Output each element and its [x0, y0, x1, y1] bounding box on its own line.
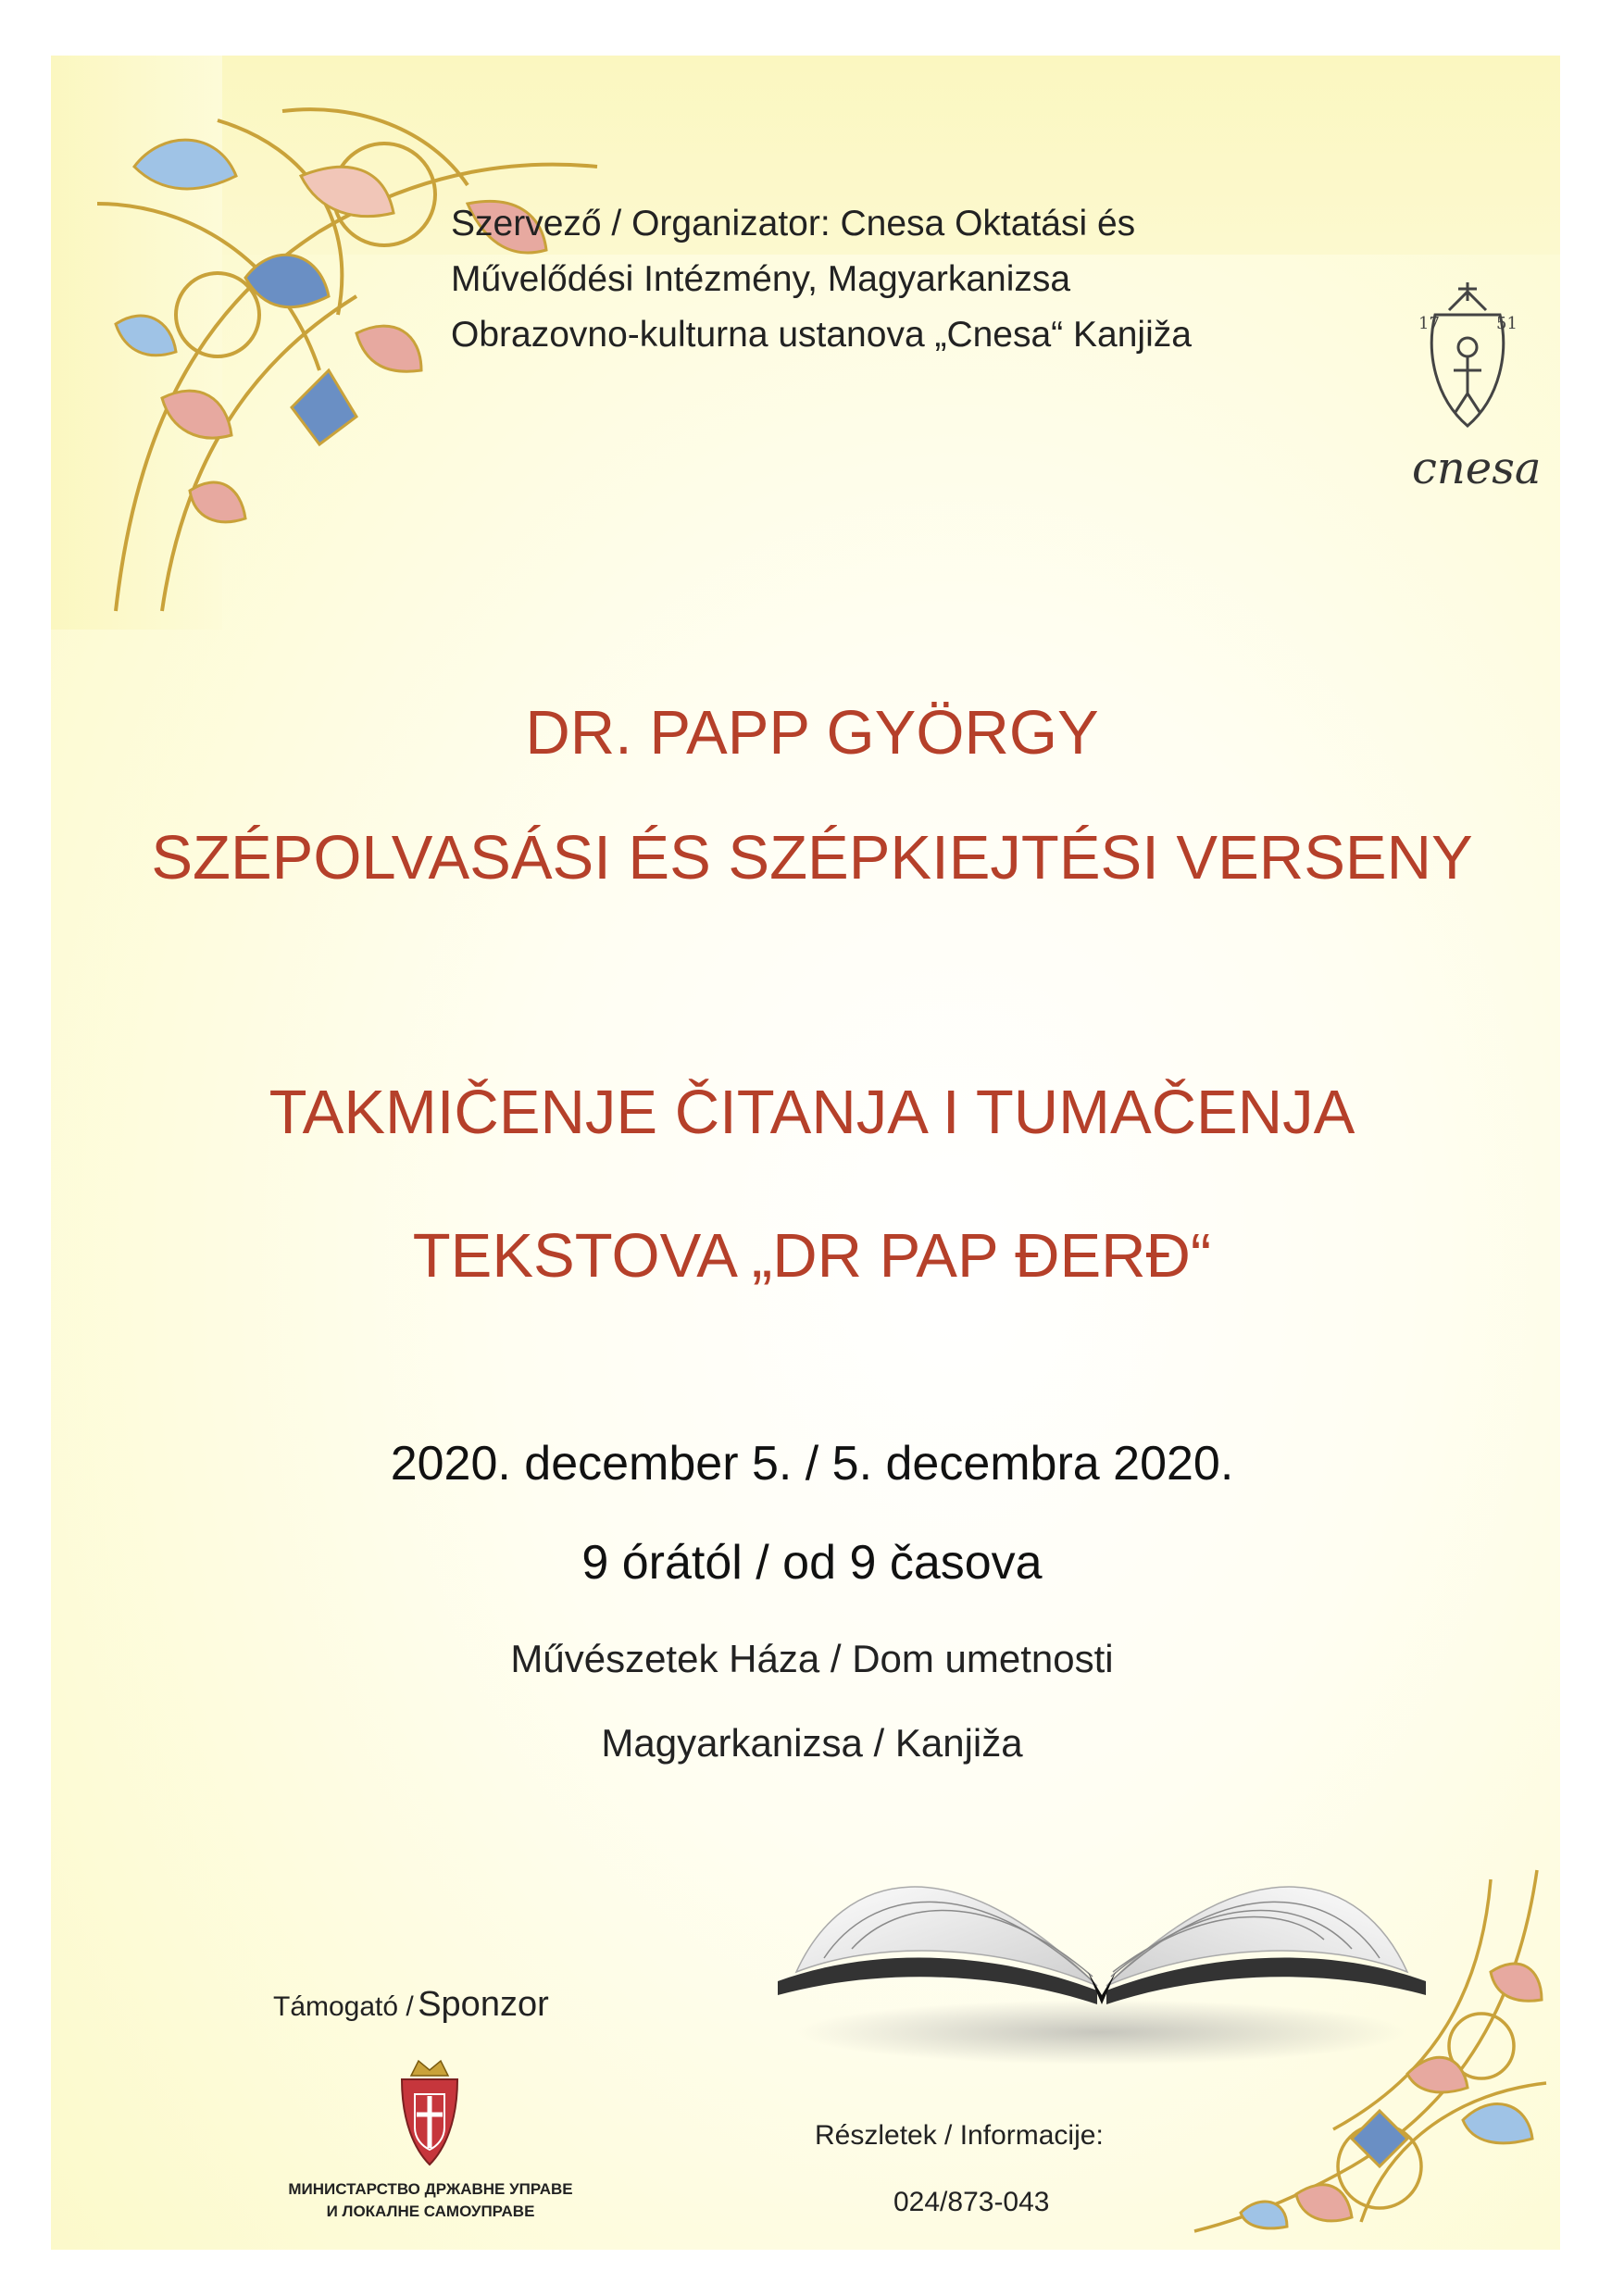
organizer-line-3: Obrazovno-kulturna ustanova „Cnesa“ Kanjiža [451, 315, 1192, 355]
sponsor-label [273, 1987, 549, 2022]
sponsor-label-hu: Támogató / [273, 1991, 414, 2022]
floral-ornament-top-left-icon [79, 93, 606, 630]
contact-label: Részletek / Informacije: [815, 2120, 1104, 2151]
title-sr-line-2: TEKSTOVA „DR PAP ĐERĐ“ [412, 1221, 1212, 1291]
ministry-line-2: И ЛОКАЛНЕ САМОУПРАВЕ [326, 2202, 535, 2220]
sponsor-label-sr: Sponzor [418, 1985, 549, 2024]
event-time: 9 órától / od 9 časova [581, 1536, 1043, 1590]
ministry-line-1: МИНИСТАРСТВО ДРЖАВНЕ УПРАВЕ [288, 2180, 573, 2198]
serbia-coat-of-arms-icon [396, 2057, 463, 2168]
organizer-line-1: Szervező / Organizator: Cnesa Oktatási és [451, 204, 1136, 243]
contact-phone: 024/873-043 [893, 2187, 1050, 2217]
cnesa-crest-logo-icon [1417, 278, 1518, 435]
event-venue: Művészetek Háza / Dom umetnosti [510, 1637, 1114, 1680]
title-hu-line-1: DR. PAPP GYÖRGY [525, 698, 1099, 767]
logo-year-left: 17 [1418, 314, 1440, 333]
floral-ornament-bottom-right-icon [1185, 1861, 1555, 2250]
title-sr-line-1: TAKMIČENJE ČITANJA I TUMAČENJA [269, 1078, 1355, 1147]
event-date: 2020. december 5. / 5. decembra 2020. [390, 1437, 1234, 1491]
logo-year-right: 51 [1496, 314, 1518, 333]
cnesa-logo-word: cnesa [1412, 443, 1542, 494]
event-city: Magyarkanizsa / Kanjiža [601, 1721, 1023, 1765]
organizer-line-2: Művelődési Intézmény, Magyarkanizsa [451, 259, 1071, 299]
title-hu-line-2: SZÉPOLVASÁSI ÉS SZÉPKIEJTÉSI VERSENY [151, 823, 1473, 892]
